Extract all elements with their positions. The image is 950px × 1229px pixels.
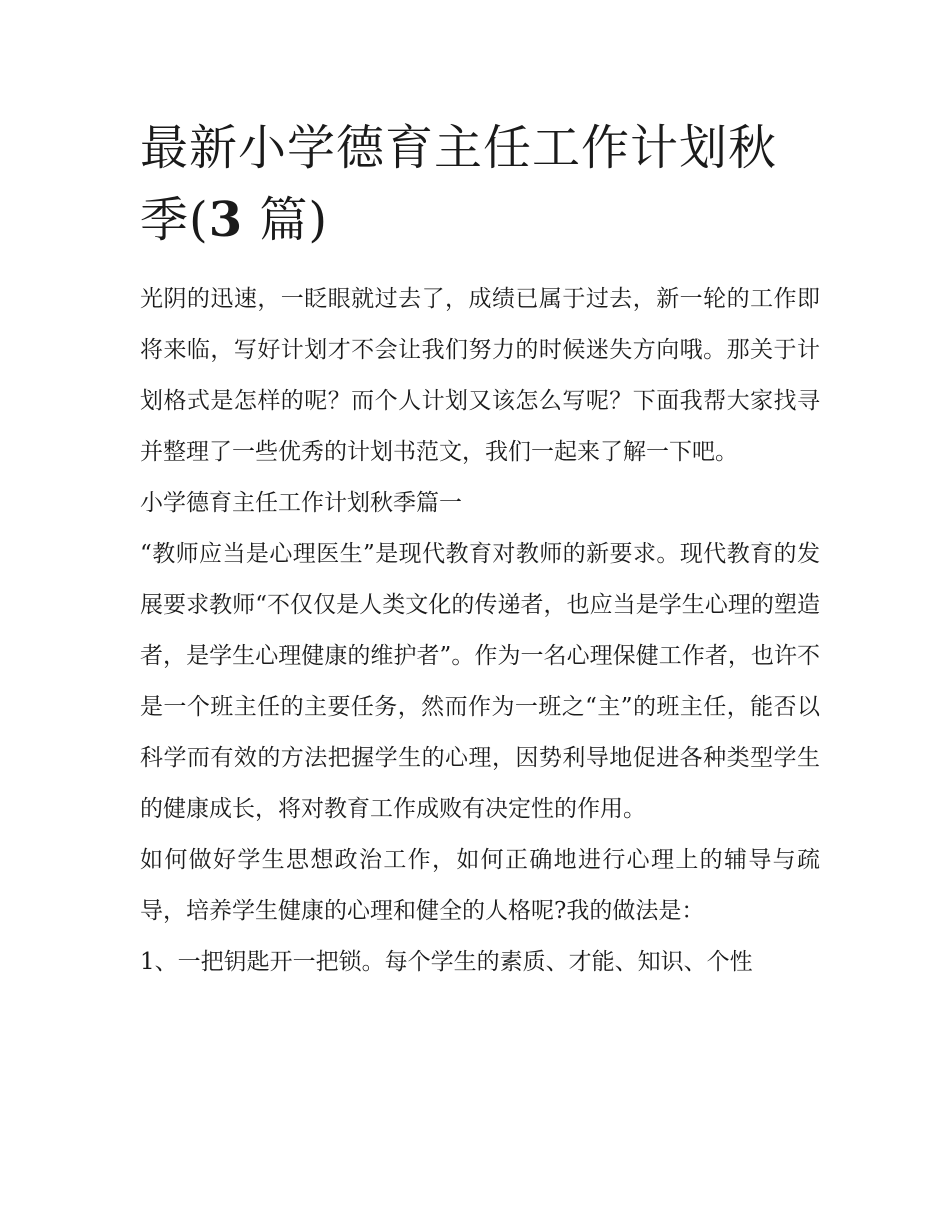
section-heading: 小学德育主任工作计划秋季篇一	[140, 490, 462, 516]
title-text-start: 最新小学德育主任工作计划秋季(	[140, 120, 778, 248]
document-content	[140, 112, 820, 988]
intro-paragraph: 光阴的迅速，一眨眼就过去了，成绩已属于过去，新一轮的工作即将来临，写好计划才不会让我们努力的时候迷失方向哦。那关于计划格式是怎样的呢？而个人计划又该怎么写呢？下面我帮大家找寻并整理了一些优秀的计划书范文，我们一起来了解一下吧。	[140, 286, 820, 465]
title-number: 3	[208, 192, 244, 248]
document-body	[140, 274, 820, 988]
body-paragraph: “教师应当是心理医生”是现代教育对教师的新要求。现代教育的发展要求教师“不仅仅是人类文化的传递者，也应当是学生心理的塑造者，是学生心理健康的维护者”。作为一名心理保健工作者，也许不是一个班主任的主要任务，然而作为一班之“主”的班主任，能否以科学而有效的方法把握学生的心理，因势利导地促进各种类型学生的健康成长，将对教育工作成败有决定性的作用。	[140, 541, 820, 822]
title-text-end: 篇)	[243, 192, 329, 248]
document-title	[140, 112, 820, 256]
list-item: 1、一把钥匙开一把锁。每个学生的素质、才能、知识、个性	[140, 949, 753, 975]
body-paragraph: 如何做好学生思想政治工作，如何正确地进行心理上的辅导与疏导，培养学生健康的心理和健全的人格呢?我的做法是：	[140, 847, 820, 924]
